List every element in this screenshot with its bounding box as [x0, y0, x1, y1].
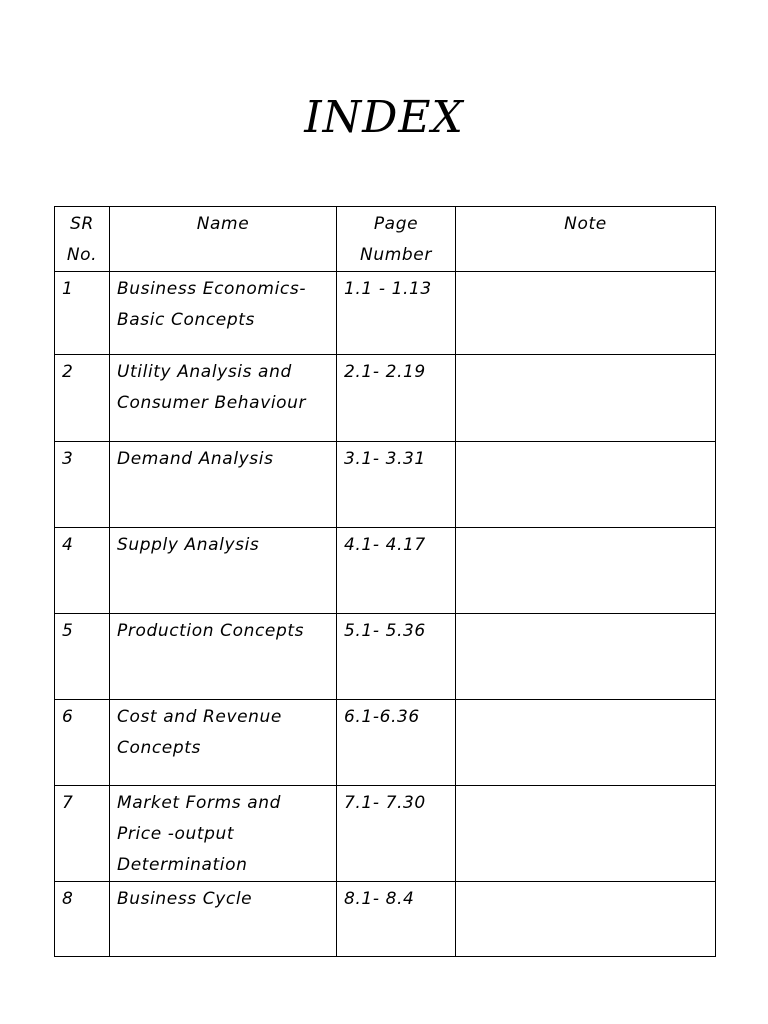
cell-page-number: 6.1-6.36 [337, 700, 456, 786]
cell-page-number: 2.1- 2.19 [337, 355, 456, 442]
cell-page-number: 7.1- 7.30 [337, 786, 456, 882]
cell-page-number: 8.1- 8.4 [337, 882, 456, 957]
cell-name: Cost and Revenue Concepts [110, 700, 337, 786]
cell-sr-no: 3 [55, 442, 110, 528]
table-row [55, 528, 716, 614]
cell-sr-no: 8 [55, 882, 110, 957]
cell-name: Production Concepts [110, 614, 337, 700]
cell-note [456, 614, 716, 700]
cell-sr-no: 4 [55, 528, 110, 614]
header-note: Note [456, 207, 716, 272]
table-row [55, 355, 716, 442]
header-name: Name [110, 207, 337, 272]
cell-note [456, 528, 716, 614]
cell-sr-no: 2 [55, 355, 110, 442]
cell-note [456, 700, 716, 786]
cell-sr-no: 7 [55, 786, 110, 882]
cell-page-number: 5.1- 5.36 [337, 614, 456, 700]
cell-sr-no: 6 [55, 700, 110, 786]
table-row [55, 442, 716, 528]
header-page-number: Page Number [337, 207, 456, 272]
cell-note [456, 882, 716, 957]
cell-name: Business Cycle [110, 882, 337, 957]
cell-page-number: 1.1 - 1.13 [337, 272, 456, 355]
page-title: INDEX [304, 92, 464, 143]
table-header-row [55, 207, 716, 272]
table-row [55, 786, 716, 882]
table-row [55, 700, 716, 786]
cell-name: Utility Analysis and Consumer Behaviour [110, 355, 337, 442]
cell-note [456, 272, 716, 355]
cell-note [456, 786, 716, 882]
cell-sr-no: 5 [55, 614, 110, 700]
cell-name: Business Economics- Basic Concepts [110, 272, 337, 355]
cell-note [456, 442, 716, 528]
cell-name: Supply Analysis [110, 528, 337, 614]
index-table [54, 206, 716, 957]
header-sr-no: SR No. [55, 207, 110, 272]
table-row [55, 614, 716, 700]
cell-page-number: 4.1- 4.17 [337, 528, 456, 614]
cell-name: Demand Analysis [110, 442, 337, 528]
cell-note [456, 355, 716, 442]
cell-page-number: 3.1- 3.31 [337, 442, 456, 528]
cell-sr-no: 1 [55, 272, 110, 355]
table-row [55, 882, 716, 957]
table-row [55, 272, 716, 355]
cell-name: Market Forms and Price -output Determination [110, 786, 337, 882]
